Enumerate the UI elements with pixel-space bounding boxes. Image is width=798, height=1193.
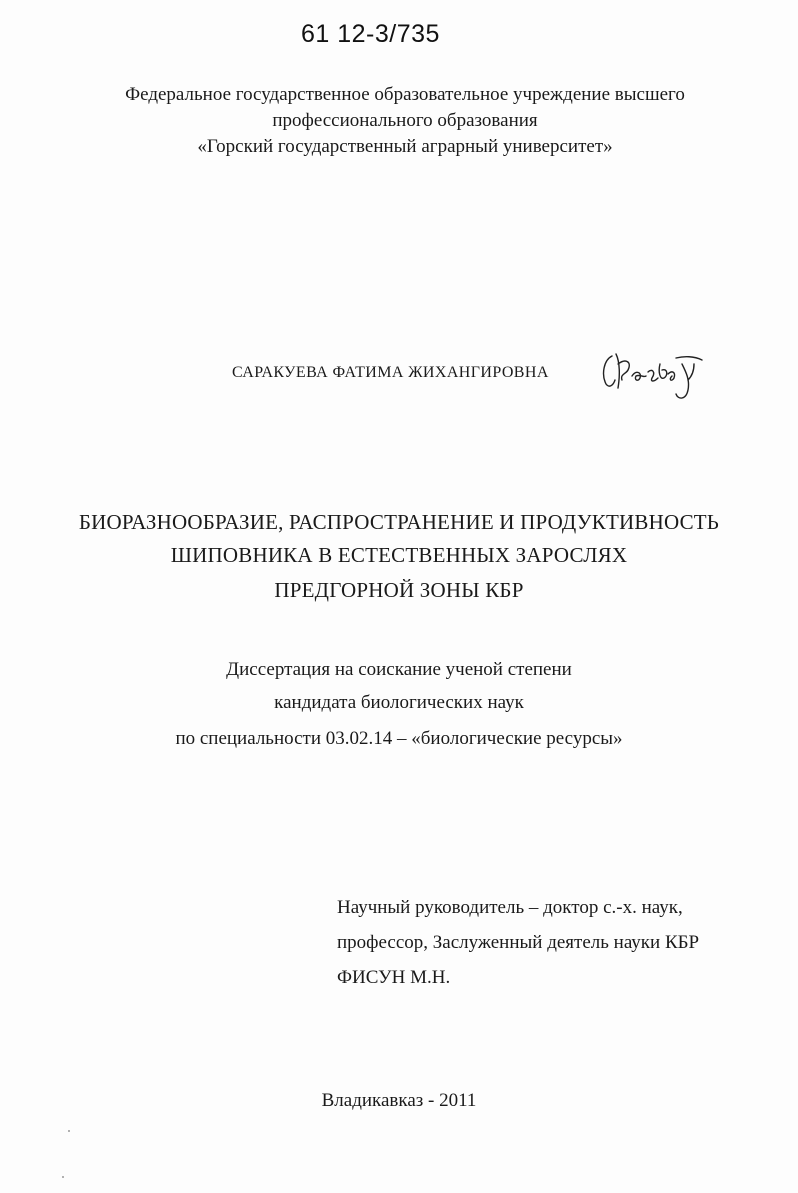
supervisor-line-2: профессор, Заслуженный деятель науки КБР [337,932,700,953]
author-signature [598,350,708,405]
title-line-2: ШИПОВНИКА В ЕСТЕСТВЕННЫХ ЗАРОСЛЯХ [170,543,628,567]
scan-speck [68,1130,70,1132]
institution-line-3: «Горский государственный аграрный университет» [197,136,613,157]
degree-line-1: Диссертация на соискание ученой степени [226,659,572,680]
degree-line-2: кандидата биологических наук [274,692,524,713]
title-line-3: ПРЕДГОРНОЙ ЗОНЫ КБР [274,578,524,602]
catalog-number: 61 12-3/735 [301,20,440,48]
author-name: САРАКУЕВА ФАТИМА ЖИХАНГИРОВНА [232,364,549,381]
supervisor-line-1: Научный руководитель – доктор с.-х. наук, [337,897,683,918]
scan-speck [62,1176,64,1178]
institution-line-1: Федеральное государственное образовательное учреждение высшего [125,84,685,105]
institution-line-2: профессионального образования [272,110,538,131]
title-line-1: БИОРАЗНООБРАЗИЕ, РАСПРОСТРАНЕНИЕ И ПРОДУКТИВНОСТЬ [78,510,720,534]
degree-line-3: по специальности 03.02.14 – «биологические ресурсы» [175,728,623,749]
supervisor-line-3: ФИСУН М.Н. [337,967,451,988]
city-and-year: Владикавказ - 2011 [321,1090,477,1111]
